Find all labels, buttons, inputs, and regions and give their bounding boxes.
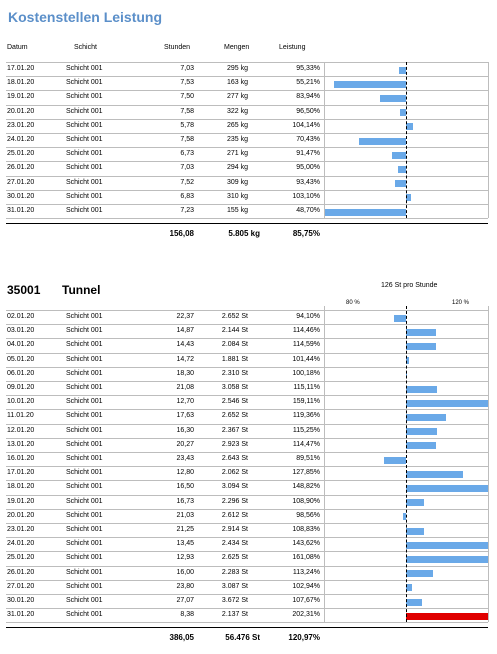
qty-cell: 3.058 St <box>221 384 248 391</box>
shift-cell: Schicht 001 <box>66 384 103 391</box>
performance-cell: 83,94% <box>296 93 320 101</box>
performance-cell: 108,83% <box>292 526 320 533</box>
chart-right-border <box>488 306 489 622</box>
table-row <box>0 310 497 324</box>
table-row <box>0 190 497 204</box>
qty-cell: 2.546 St <box>221 398 248 406</box>
table-row <box>0 367 497 381</box>
table-row <box>0 176 497 190</box>
date-cell: 10.01.20 <box>7 398 35 406</box>
performance-bar <box>392 152 406 159</box>
hours-cell: 22,37 <box>176 313 194 320</box>
qty-cell: 295 kg <box>226 65 248 72</box>
total-hours: 386,05 <box>169 633 194 643</box>
shift-cell: Schicht 001 <box>66 412 103 420</box>
date-cell: 12.01.20 <box>7 426 35 434</box>
shift-cell: Schicht 001 <box>66 313 103 320</box>
date-cell: 31.01.20 <box>7 207 35 214</box>
date-cell: 11.01.20 <box>7 412 34 420</box>
hours-cell: 6,73 <box>180 150 194 158</box>
qty-cell: 2.062 St <box>221 469 248 477</box>
table-row <box>0 452 497 466</box>
qty-cell: 2.367 St <box>221 426 248 434</box>
performance-bar <box>406 613 488 620</box>
performance-cell: 115,11% <box>293 384 320 391</box>
shift-cell: Schicht 001 <box>66 426 103 434</box>
qty-cell: 277 kg <box>226 93 248 101</box>
performance-bar <box>380 95 406 102</box>
totals-divider <box>6 223 488 224</box>
hours-cell: 17,63 <box>176 412 194 420</box>
performance-cell: 94,10% <box>296 313 320 320</box>
hours-cell: 20,27 <box>176 440 194 448</box>
shift-cell: Schicht 001 <box>66 327 103 335</box>
hours-cell: 7,53 <box>180 79 194 87</box>
performance-cell: 113,24% <box>292 568 320 576</box>
shift-cell: Schicht 001 <box>66 79 103 87</box>
date-cell: 05.01.20 <box>7 355 35 363</box>
qty-cell: 265 kg <box>226 121 248 129</box>
shift-cell: Schicht 001 <box>66 554 103 562</box>
chart-right-border <box>488 62 489 218</box>
hours-cell: 21,08 <box>176 384 194 391</box>
hours-cell: 14,72 <box>176 355 194 363</box>
chart-left-border <box>324 306 325 622</box>
performance-bar <box>398 166 406 173</box>
total-hours: 156,08 <box>169 229 194 239</box>
qty-cell: 310 kg <box>226 192 248 200</box>
performance-bar <box>406 542 488 549</box>
performance-cell: 108,90% <box>292 497 320 505</box>
qty-cell: 2.084 St <box>221 341 248 349</box>
performance-cell: 114,59% <box>292 341 320 349</box>
hours-cell: 6,83 <box>180 192 194 200</box>
performance-bar <box>406 528 424 535</box>
qty-cell: 3.094 St <box>221 483 248 491</box>
header-perf: Leistung <box>279 44 306 51</box>
performance-cell: 159,11% <box>292 398 320 406</box>
date-cell: 09.01.20 <box>7 384 35 391</box>
date-cell: 18.01.20 <box>7 79 35 87</box>
performance-cell: 103,10% <box>292 192 320 200</box>
performance-bar <box>406 599 422 606</box>
hours-cell: 18,30 <box>176 369 194 377</box>
hours-cell: 21,25 <box>176 526 194 533</box>
qty-cell: 294 kg <box>226 164 248 172</box>
chart-left-border <box>324 62 325 218</box>
performance-bar <box>406 386 437 393</box>
performance-cell: 114,47% <box>292 440 320 448</box>
qty-cell: 155 kg <box>226 207 248 214</box>
hours-cell: 7,58 <box>180 107 194 115</box>
performance-cell: 119,36% <box>292 412 320 420</box>
qty-cell: 322 kg <box>226 107 248 115</box>
qty-cell: 163 kg <box>226 79 248 87</box>
hours-cell: 23,43 <box>176 455 194 462</box>
hours-cell: 14,87 <box>176 327 194 335</box>
qty-cell: 2.612 St <box>221 511 248 519</box>
performance-cell: 91,47% <box>296 150 320 158</box>
performance-cell: 95,33% <box>296 65 320 72</box>
header-shift: Schicht <box>74 44 97 51</box>
shift-cell: Schicht 001 <box>66 611 103 619</box>
qty-cell: 235 kg <box>226 136 248 143</box>
date-cell: 06.01.20 <box>7 369 35 377</box>
date-cell: 04.01.20 <box>7 341 35 349</box>
table-row <box>0 204 497 218</box>
performance-cell: 48,70% <box>296 207 320 214</box>
performance-cell: 100,18% <box>292 369 320 377</box>
performance-cell: 104,14% <box>292 121 320 129</box>
performance-bar <box>406 556 488 563</box>
performance-cell: 70,43% <box>296 136 320 143</box>
date-cell: 26.01.20 <box>7 568 35 576</box>
row-divider <box>6 218 488 219</box>
qty-cell: 2.625 St <box>221 554 248 562</box>
performance-cell: 161,08% <box>292 554 320 562</box>
total-performance: 120,97% <box>288 633 320 643</box>
qty-cell: 1.881 St <box>221 355 248 363</box>
shift-cell: Schicht 001 <box>66 107 103 115</box>
table-row <box>0 119 497 133</box>
hours-cell: 7,03 <box>180 164 194 172</box>
performance-cell: 202,31% <box>292 611 320 619</box>
performance-cell: 115,25% <box>292 426 320 434</box>
shift-cell: Schicht 001 <box>66 341 103 349</box>
performance-cell: 98,56% <box>296 511 320 519</box>
date-cell: 24.01.20 <box>7 136 35 143</box>
qty-cell: 3.672 St <box>221 597 248 604</box>
date-cell: 17.01.20 <box>7 65 35 72</box>
qty-cell: 2.914 St <box>221 526 248 533</box>
qty-cell: 2.643 St <box>221 455 248 462</box>
table-row <box>0 147 497 161</box>
hours-cell: 16,30 <box>176 426 194 434</box>
table-row <box>0 76 497 90</box>
performance-bar <box>406 428 437 435</box>
qty-cell: 2.144 St <box>221 327 248 335</box>
performance-bar <box>406 442 436 449</box>
performance-bar <box>406 414 446 421</box>
performance-cell: 95,00% <box>296 164 320 172</box>
table-row <box>0 90 497 104</box>
date-cell: 24.01.20 <box>7 540 35 548</box>
hours-cell: 5,78 <box>180 121 194 129</box>
performance-cell: 89,51% <box>296 455 320 462</box>
shift-cell: Schicht 001 <box>66 93 103 101</box>
date-cell: 30.01.20 <box>7 192 35 200</box>
performance-bar <box>406 499 424 506</box>
page-title: Kostenstellen Leistung <box>8 9 163 25</box>
hours-cell: 7,03 <box>180 65 194 72</box>
date-cell: 23.01.20 <box>7 121 35 129</box>
shift-cell: Schicht 001 <box>66 150 103 158</box>
shift-cell: Schicht 001 <box>66 207 103 214</box>
hours-cell: 7,58 <box>180 136 194 143</box>
table-row <box>0 580 497 594</box>
date-cell: 25.01.20 <box>7 150 35 158</box>
performance-bar <box>324 209 406 216</box>
shift-cell: Schicht 001 <box>66 355 103 363</box>
hours-cell: 16,00 <box>176 568 194 576</box>
shift-cell: Schicht 001 <box>66 582 103 590</box>
date-cell: 27.01.20 <box>7 582 35 590</box>
date-cell: 19.01.20 <box>7 497 35 505</box>
header-qty: Mengen <box>224 44 250 51</box>
shift-cell: Schicht 001 <box>66 497 103 505</box>
total-performance: 85,75% <box>292 229 320 239</box>
shift-cell: Schicht 001 <box>66 568 103 576</box>
date-cell: 27.01.20 <box>7 178 35 186</box>
hours-cell: 12,80 <box>176 469 194 477</box>
chart-note: 126 St pro Stunde <box>381 282 438 289</box>
qty-cell: 2.283 St <box>221 568 248 576</box>
performance-bar <box>406 471 463 478</box>
shift-cell: Schicht 001 <box>66 178 103 186</box>
performance-bar <box>394 315 406 322</box>
qty-cell: 2.652 St <box>221 313 248 320</box>
date-cell: 18.01.20 <box>7 483 35 491</box>
shift-cell: Schicht 001 <box>66 469 103 477</box>
performance-cell: 101,44% <box>292 355 320 363</box>
hours-cell: 23,80 <box>176 582 194 590</box>
row-divider <box>6 622 488 623</box>
performance-bar <box>406 400 488 407</box>
qty-cell: 2.310 St <box>221 369 248 377</box>
date-cell: 17.01.20 <box>7 469 35 477</box>
qty-cell: 2.137 St <box>221 611 248 619</box>
hours-cell: 12,93 <box>176 554 194 562</box>
qty-cell: 2.434 St <box>221 540 248 548</box>
qty-cell: 2.296 St <box>221 497 248 505</box>
date-cell: 23.01.20 <box>7 526 35 533</box>
shift-cell: Schicht 001 <box>66 398 103 406</box>
performance-bar <box>406 570 433 577</box>
date-cell: 30.01.20 <box>7 597 35 604</box>
qty-cell: 309 kg <box>226 178 248 186</box>
hours-cell: 7,52 <box>180 178 194 186</box>
performance-cell: 114,46% <box>292 327 320 335</box>
date-cell: 03.01.20 <box>7 327 35 335</box>
shift-cell: Schicht 001 <box>66 540 103 548</box>
axis-label-120: 120 % <box>452 300 470 306</box>
shift-cell: Schicht 001 <box>66 164 103 172</box>
performance-bar <box>399 67 406 74</box>
table-row <box>0 509 497 523</box>
header-date: Datum <box>7 44 28 51</box>
date-cell: 19.01.20 <box>7 93 35 101</box>
total-qty: 56.476 St <box>225 633 260 643</box>
shift-cell: Schicht 001 <box>66 455 103 462</box>
performance-bar <box>406 343 436 350</box>
performance-cell: 55,21% <box>296 79 320 87</box>
hours-cell: 16,73 <box>176 497 194 505</box>
shift-cell: Schicht 001 <box>66 526 103 533</box>
qty-cell: 3.087 St <box>221 582 248 590</box>
totals-divider <box>6 627 488 628</box>
performance-bar <box>406 485 488 492</box>
performance-cell: 107,67% <box>292 597 320 604</box>
shift-cell: Schicht 001 <box>66 597 103 604</box>
shift-cell: Schicht 001 <box>66 65 103 72</box>
qty-cell: 2.652 St <box>221 412 248 420</box>
performance-cell: 96,50% <box>296 107 320 115</box>
table-row <box>0 62 497 76</box>
table-row <box>0 594 497 608</box>
qty-cell: 2.923 St <box>221 440 248 448</box>
date-cell: 13.01.20 <box>7 440 35 448</box>
performance-bar <box>395 180 406 187</box>
date-cell: 25.01.20 <box>7 554 35 562</box>
date-cell: 02.01.20 <box>7 313 35 320</box>
performance-cell: 93,43% <box>296 178 320 186</box>
performance-cell: 102,94% <box>292 582 320 590</box>
performance-bar <box>406 329 436 336</box>
shift-cell: Schicht 001 <box>66 511 103 519</box>
hours-cell: 13,45 <box>176 540 194 548</box>
hours-cell: 16,50 <box>176 483 194 491</box>
hours-cell: 8,38 <box>180 611 194 619</box>
hours-cell: 7,23 <box>180 207 194 214</box>
hours-cell: 7,50 <box>180 93 194 101</box>
shift-cell: Schicht 001 <box>66 483 103 491</box>
performance-cell: 148,82% <box>292 483 320 491</box>
performance-cell: 143,62% <box>292 540 320 548</box>
date-cell: 26.01.20 <box>7 164 35 172</box>
chart-center-line <box>406 306 407 622</box>
table-row <box>0 161 497 175</box>
table-row <box>0 353 497 367</box>
header-hours: Stunden <box>164 44 191 51</box>
section2-code: 35001 <box>7 283 41 297</box>
chart-center-line <box>406 62 407 218</box>
shift-cell: Schicht 001 <box>66 440 103 448</box>
section2-name: Tunnel <box>62 283 101 297</box>
shift-cell: Schicht 001 <box>66 136 103 143</box>
hours-cell: 14,43 <box>176 341 194 349</box>
date-cell: 20.01.20 <box>7 511 35 519</box>
axis-label-80: 80 % <box>346 300 360 306</box>
performance-bar <box>384 457 406 464</box>
total-qty: 5.805 kg <box>228 229 260 239</box>
date-cell: 16.01.20 <box>7 455 35 462</box>
table-row <box>0 105 497 119</box>
table-row <box>0 133 497 147</box>
hours-cell: 12,70 <box>176 398 194 406</box>
date-cell: 31.01.20 <box>7 611 35 619</box>
shift-cell: Schicht 001 <box>66 121 103 129</box>
hours-cell: 21,03 <box>176 511 194 519</box>
date-cell: 20.01.20 <box>7 107 35 115</box>
shift-cell: Schicht 001 <box>66 369 103 377</box>
performance-bar <box>334 81 406 88</box>
performance-cell: 127,85% <box>292 469 320 477</box>
performance-bar <box>359 138 406 145</box>
qty-cell: 271 kg <box>226 150 248 158</box>
hours-cell: 27,07 <box>176 597 194 604</box>
shift-cell: Schicht 001 <box>66 192 103 200</box>
